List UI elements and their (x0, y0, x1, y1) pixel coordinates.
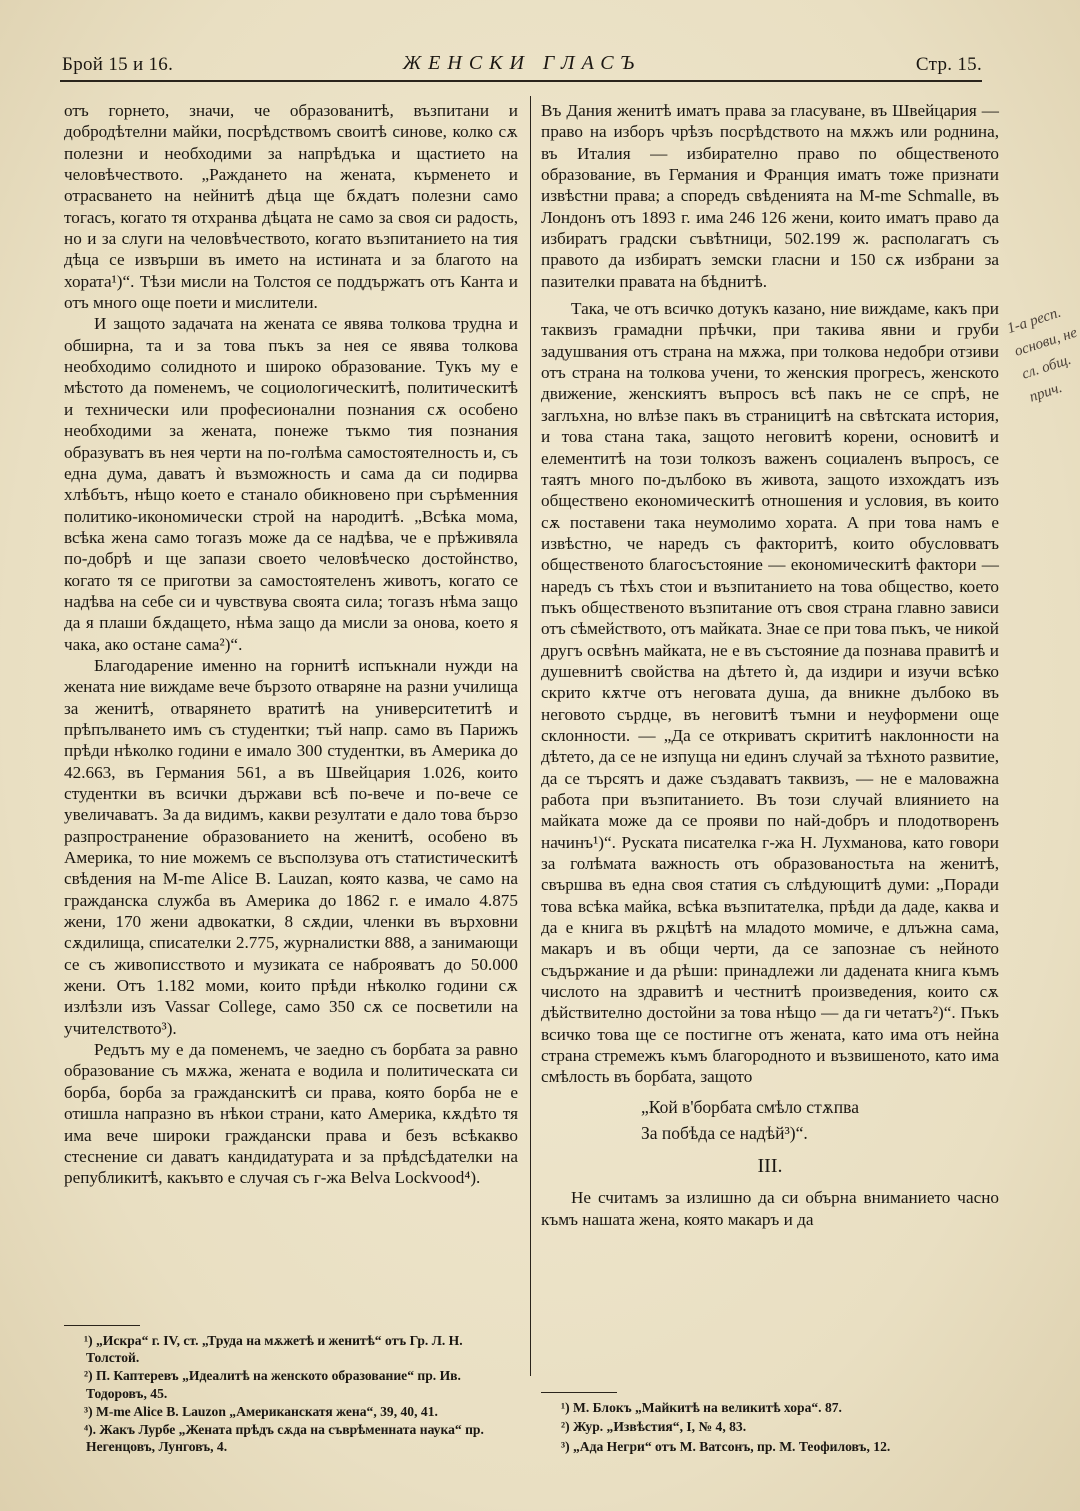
footnote-1: ¹) „Искра“ г. IV, ст. „Труда на мѫжетѣ и женитѣ“ отъ Гр. Л. Н. Толстой. (84, 1333, 463, 1366)
right-paragraph-2: Така, че отъ всичко дотукъ казано, ние виждаме, какъ при таквизъ грамадни прѣчки, при такива явни и груби задушвания отъ страна на мѫжа, при толкова недобри отзиви отъ страна на толкова учени, то женския прогресъ, женското движение, женскиятъ въпросъ всѣ пакъ не се спрѣ, не заглъхна, но влѣзе пакъ въ страницитѣ на свѣтската история, и това стана така, защото неговитѣ корени, основитѣ и елементитѣ на този толкозъ важенъ социаленъ въпросъ, се таятъ много по-дълбоко въ живота, защото изхождатъ изъ обществено економическитѣ отношения и условия, въ които сѫ поставени така неумолимо хората. А при това намъ е извѣстно, че наредъ съ факторитѣ, които обусловватъ общественото благосъстояние — економическитѣ фактори — наредъ съ тѣхъ стои и възпитанието на това общество, което пъкъ общественото възпитание отъ своя страна главно зависи отъ сѣмейството, отъ майката. Знае се при това пъкъ, че никой другъ освѣнъ майката, не е въ състояние да познава правитѣ и душевнитѣ свойства на дѣтето ѝ, да издири и изучи всѣко скрито кѫтче отъ неговата душа, да вникне дълбоко въ неговото сърдце, въ неговитѣ тъмни и неуформени още склонности. — „Да се откриватъ скрититѣ наклонности на дѣтето, да се не изпуща ни единъ случай за тѣхното развитие, да се търсятъ и даже създаватъ таквизъ, — не е маловажна работа при възпитанието. Въ този случай влиянието на майката може да се прояви по най-добръ и плодотворенъ начинъ¹)“. Руската писателка г-жа Н. Лухманова, като говори за голѣмата важность отъ образованостьта на женитѣ, свършва въ една своя статия съ слѣдующитѣ думи: „Поради това всѣка майка, всѣка възпитателка, прѣди да даде, каква и да е книга въ рѫцѣтѣ на младото момиче, е длъжна сама, макаръ и въ общи черти, да се запознае съ нейното съдържание и да рѣши: принадлежи ли дадената книга къмъ числото на здравитѣ и честнитѣ произведения, които сѫ дѣйствително достойни за това нѣщо — да ги четатъ²)“. Пъкъ всичко това ще се постигне отъ жената, като има отъ нейна страна стремежъ къмъ благородното и възвишеното, като има смѣлость въ борбата, защото (541, 299, 999, 1087)
newspaper-title: ЖЕНСКИ ГЛАСЪ (402, 52, 642, 74)
left-footnotes (64, 1325, 518, 1456)
issue-number: Брой 15 и 16. (62, 54, 174, 75)
right-paragraph-1: Въ Дания женитѣ иматъ права за гласуване, въ Швейцария — право на изборъ чрѣзъ посрѣдството на мѫжъ или роднина, въ Италия — избирателно право по общественото образование, въ Германия и Франция иматъ тоже признати извѣстни права; а споредъ свѣденията на M-me Schmalle, въ Лондонъ отъ 1893 г. има 246 126 жени, които иматъ право да избиратъ градски съвѣтници, 502.199 ж. располагатъ съ правото да избиратъ земски гласни и 150 сѫ избрани за пазителки правата на бѣднитѣ. (541, 101, 999, 291)
handwritten-margin-note: 1-а респ. основи, не сл. общ. прич. (1005, 304, 1080, 406)
footnote-separator (541, 1392, 617, 1393)
footnote-r2: ²) Жур. „Извѣстия“, I, № 4, 83. (561, 1419, 747, 1435)
footnote-r1: ¹) М. Блокъ „Майкитѣ на великитѣ хора“. 87. (561, 1400, 842, 1415)
header-rule (60, 80, 982, 82)
column-divider (530, 96, 531, 1376)
right-paragraph-3: Не считамъ за излишно да си обърна вниманието часно къмъ нашата жена, която макаръ и да (541, 1188, 999, 1229)
left-paragraph-4: Редътъ му е да поменемъ, че заедно съ борбата за равно образование съ мѫжа, жената е водила и политическата си борба, борба за гражданскитѣ си права, която борба не е отишла напразно въ нѣкои страни, като Америка, кѫдѣто тя има вече широки граждански права и безъ всѣкакво стеснение си даватъ кандидатурата и за прѣдсѣдателки на републикитѣ, какъвто е случая съ г-жа Belva Lockvood⁴). (64, 1040, 518, 1188)
right-column (541, 100, 999, 1230)
left-paragraph-1: отъ горнето, значи, че образованитѣ, възпитани и добродѣтелни майки, посрѣдствомъ своитѣ синове, колко сѫ полезни и необходими за напрѣдъка и щастието на человѣчеството. „Раждането на жената, кърменето и отрасването на нейнитѣ дѣца ще бѫдатъ полезни само тогасъ, когато тя отхранва дѣцата не само за своя си радость, но и за слуги на человѣчеството, когато възпитанието на тия дѣца се извърши въ името на истината и за благото на хората¹)“. Тѣзи мисли на Толстоя се поддържатъ отъ Канта и отъ много още поети и мислители. (64, 101, 518, 313)
left-paragraph-2: И защото задачата на жената се явява толкова трудна и обширна, та и за това пъкъ за нея се явява толкова необходимо солидното и широко образование. Тукъ му е мѣстото да поменемъ, че социологическитѣ, политическитѣ и технически или професионални познания сѫ особено необходими за жената, понеже тъкмо тия познания образуватъ въ нея черти на по-голѣма самостоятелность и, съ една дума, даватъ ѝ възможность и сама да си подирва хлѣбътъ, нѣщо което е станало обикновено при сърѣменния политико-икономически строй на народитѣ. „Всѣка мома, всѣка жена само тогазъ може да се надѣва, че е прѣживяла по-добрѣ и ще запази своето человѣческо достойнство, когато тя се приготви за самостоятеленъ животъ, когато се надѣва на себе си и чувствува своята сила; тогазъ нѣма защо да я плаши бѫдащето, нѣма защо да мисли за онова, което я чака, ако остане сама²)“. (64, 314, 518, 654)
right-footnotes (541, 1392, 999, 1457)
page-number: Стр. 15. (915, 54, 982, 75)
section-number: III. (757, 1154, 783, 1177)
page-header (62, 52, 982, 78)
left-column (64, 100, 518, 1189)
footnote-2: ²) П. Каптеревъ „Идеалитѣ на женското образование“ пр. Ив. Тодоровъ, 45. (84, 1368, 461, 1401)
footnote-r3: ³) „Ада Негри“ отъ М. Ватсонъ, пр. М. Теофиловъ, 12. (561, 1438, 891, 1454)
footnote-separator (64, 1325, 140, 1326)
verse-line-1: „Кой в'борбата смѣло стѫпва (641, 1096, 859, 1117)
left-paragraph-3: Благодарение именно на горнитѣ испъкнали нужди на жената ние виждаме вече бързото отваряне на разни училища за женитѣ, отварянето вратитѣ на университетитѣ и прѣпълването имъ съ студентки; тъй напр. само въ Парижъ прѣди нѣколко години е имало 300 студентки, въ Америка до 42.663, въ Германия 561, а въ Швейцария 1.026, които студентки въ всички държави всѣ по-вече и по-вече се увеличаватъ. За да видимъ, какви резултати е дало това бързо разпространение образованието на женитѣ, особено въ Америка, то ние можемъ се въсползува отъ статистическитѣ свѣдения на M-me Alice B. Lauzan, която казва, че само на гражданска служба въ Америка до 1862 г. е имало 4.875 жени, 170 жени адвокатки, 8 сѫдии, членки въ върховни сѫдилища, списателки 2.775, журналистки 888, а занимающи се съ живописството и музиката се наброяватъ до 50.000 жени. Отъ 1.182 моми, които прѣди нѣколко години сѫ излѣзли изъ Vassar College, само 350 сѫ се посветили на учителството³). (64, 655, 518, 1038)
verse-line-2: За побѣда се надѣй³)“. (641, 1122, 808, 1143)
verse-quote (641, 1094, 999, 1146)
footnote-3: ³) M-me Alice B. Lauzon „Американскатя жена“, 39, 40, 41. (84, 1403, 438, 1419)
footnote-4: ⁴). Жакъ Лурбе „Жената прѣдъ сѫда на съврѣменната наука“ пр. Негенцовъ, Лунговъ, 4. (84, 1422, 484, 1455)
